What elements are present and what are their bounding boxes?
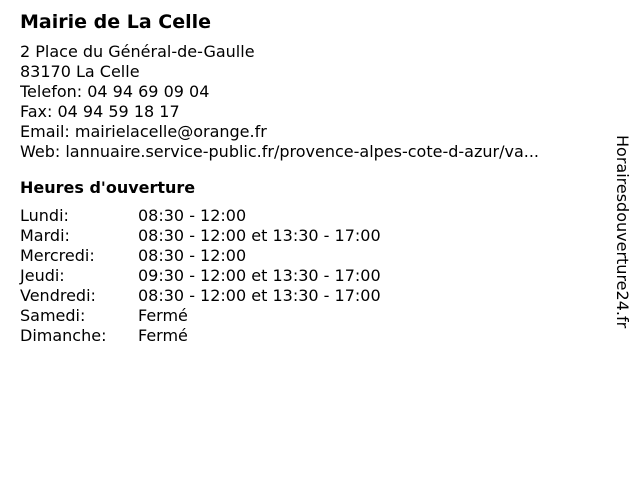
business-card — [20, 10, 605, 346]
site-watermark: Horairesdouverture24.fr — [613, 135, 632, 329]
web-text: Web: lannuaire.service-public.fr/provence-alpes-cote-d-azur/va... — [20, 142, 539, 161]
hours-row — [20, 326, 605, 346]
address-street: 2 Place du Général-de-Gaulle — [20, 42, 255, 61]
email-text: Email: mairielacelle@orange.fr — [20, 122, 267, 141]
hours-time: Fermé — [138, 306, 188, 325]
hours-day: Vendredi: — [20, 286, 96, 305]
hours-time: 08:30 - 12:00 et 13:30 - 17:00 — [138, 286, 381, 305]
hours-time: 08:30 - 12:00 et 13:30 - 17:00 — [138, 226, 381, 245]
hours-day: Mercredi: — [20, 246, 95, 265]
hours-day: Lundi: — [20, 206, 69, 225]
hours-day: Samedi: — [20, 306, 86, 325]
fax-text: Fax: 04 94 59 18 17 — [20, 102, 180, 121]
hours-time: 08:30 - 12:00 — [138, 206, 247, 225]
hours-row — [20, 286, 605, 306]
phone-text: Telefon: 04 94 69 09 04 — [20, 82, 210, 101]
hours-row — [20, 266, 605, 286]
hours-time: 09:30 - 12:00 et 13:30 - 17:00 — [138, 266, 381, 285]
address-city: 83170 La Celle — [20, 62, 140, 81]
hours-time: 08:30 - 12:00 — [138, 246, 247, 265]
hours-time: Fermé — [138, 326, 188, 345]
hours-day: Mardi: — [20, 226, 70, 245]
hours-row — [20, 226, 605, 246]
hours-day: Jeudi: — [20, 266, 65, 285]
hours-row — [20, 306, 605, 326]
hours-day: Dimanche: — [20, 326, 107, 345]
opening-hours-heading: Heures d'ouverture — [20, 178, 196, 197]
hours-row — [20, 206, 605, 226]
hours-row — [20, 246, 605, 266]
page-title: Mairie de La Celle — [20, 11, 212, 33]
